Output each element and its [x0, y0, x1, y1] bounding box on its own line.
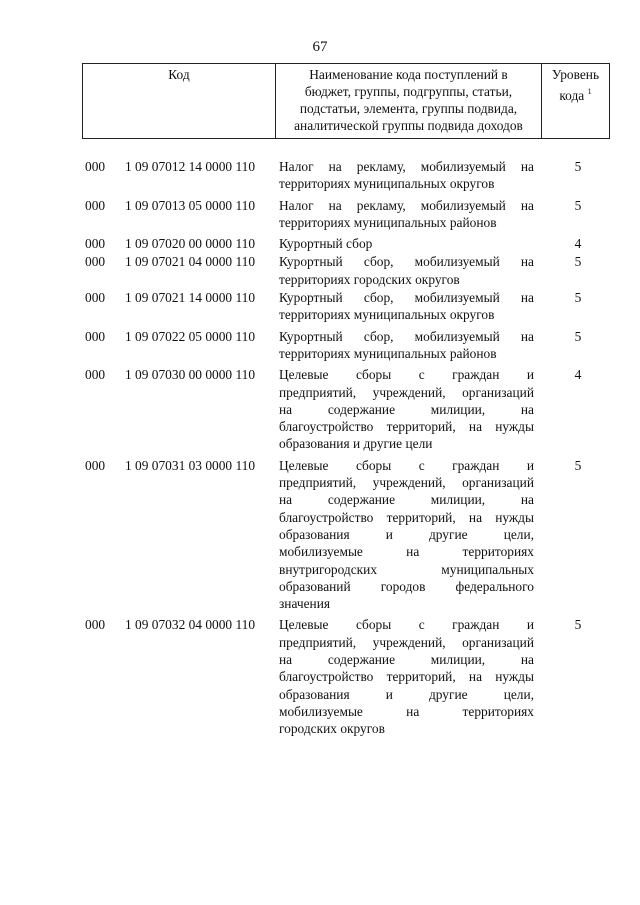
row-name-line: территориях муниципальных округов [279, 307, 495, 323]
row-name-line: Целевые сборы с граждан и [279, 367, 534, 383]
row-name-line: образования и другие цели [279, 436, 433, 452]
row-name-line: территориях муниципальных округов [279, 176, 495, 192]
row-code: 1 09 07030 00 0000 110 [125, 367, 256, 383]
table-body [82, 158, 610, 742]
row-name [279, 616, 534, 737]
header-name-line: Наименование кода поступлений в [309, 67, 508, 82]
row-name [279, 158, 534, 193]
row-name-line: на содержание милиции, на [279, 652, 534, 668]
row-name-line: предприятий, учреждений, организаций [279, 384, 534, 400]
header-level [542, 64, 609, 138]
row-name-line: благоустройство территорий, на нужды [279, 419, 534, 435]
table-row [82, 253, 610, 288]
row-name-line: предприятий, учреждений, организаций [279, 475, 534, 491]
row-prefix: 000 [85, 159, 106, 174]
row-code: 1 09 07012 14 0000 110 [125, 159, 256, 174]
row-name-line: образований городов федерального [279, 578, 534, 594]
row-code: 1 09 07020 00 0000 110 [125, 236, 256, 252]
row-name-line: значения [279, 596, 331, 612]
row-level: 4 [574, 367, 582, 383]
row-name [279, 197, 534, 232]
row-name-line: Целевые сборы с граждан и [279, 617, 534, 633]
row-name [279, 289, 534, 324]
table-row [82, 457, 610, 613]
row-name [279, 235, 534, 252]
row-name-line: мобилизуемые на территориях [279, 544, 534, 560]
row-name-line: Налог на рекламу, мобилизуемый на [279, 159, 534, 174]
row-name-line: Курортный сбор [279, 236, 373, 252]
row-prefix: 000 [85, 457, 106, 473]
row-name-line: Курортный сбор, мобилизуемый на [279, 254, 534, 270]
header-name-line: подстатьи, элемента, группы подвида, [299, 101, 518, 116]
page-number: 67 [312, 39, 328, 55]
row-name-line: на содержание милиции, на [279, 401, 534, 417]
row-name-line: Курортный сбор, мобилизуемый на [279, 328, 534, 344]
row-name-line: территориях городских округов [279, 271, 460, 287]
table-row [82, 197, 610, 232]
row-level: 5 [574, 328, 582, 344]
row-level: 5 [574, 197, 582, 213]
row-code: 1 09 07022 05 0000 110 [125, 328, 256, 344]
row-level: 5 [574, 254, 582, 270]
header-name-line: аналитической группы подвида доходов [294, 118, 523, 133]
footnote-marker: 1 [587, 87, 592, 96]
table-row [82, 366, 610, 452]
row-name-line: благоустройство территорий, на нужды [279, 669, 534, 685]
row-level: 5 [574, 290, 582, 306]
row-name-line: на содержание милиции, на [279, 492, 534, 508]
header-level-line [542, 83, 609, 104]
row-code: 1 09 07032 04 0000 110 [125, 617, 256, 633]
table-row [82, 235, 610, 252]
row-name-line: благоустройство территорий, на нужды [279, 509, 534, 525]
table-row [82, 289, 610, 324]
row-prefix: 000 [85, 617, 106, 633]
row-prefix: 000 [85, 290, 106, 306]
row-level: 4 [574, 236, 582, 252]
row-name-line: внутригородских муниципальных [279, 561, 534, 577]
row-prefix: 000 [85, 328, 106, 344]
header-level-line: Уровень [551, 67, 600, 82]
row-name-line: городских округов [279, 721, 385, 737]
table-row [82, 328, 610, 363]
row-name-line: образования и другие цели, [279, 526, 534, 542]
row-name-line: Целевые сборы с граждан и [279, 457, 534, 473]
row-prefix: 000 [85, 254, 106, 270]
header-level-text: кода [559, 88, 585, 103]
row-level: 5 [574, 457, 582, 473]
row-name-line: мобилизуемые на территориях [279, 703, 534, 719]
row-prefix: 000 [85, 197, 106, 213]
row-name-line: территориях муниципальных районов [279, 214, 497, 230]
row-code: 1 09 07021 14 0000 110 [125, 290, 256, 306]
row-name-line: территориях муниципальных районов [279, 345, 497, 361]
row-name [279, 328, 534, 363]
row-name-line: Курортный сбор, мобилизуемый на [279, 290, 534, 306]
header-code: Код [83, 64, 276, 138]
row-name-line: предприятий, учреждений, организаций [279, 634, 534, 650]
row-prefix: 000 [85, 236, 106, 252]
row-name-line: образования и другие цели, [279, 686, 534, 702]
table-row [82, 616, 610, 737]
row-code: 1 09 07013 05 0000 110 [125, 197, 256, 213]
header-name [276, 64, 542, 138]
row-code: 1 09 07021 04 0000 110 [125, 254, 256, 270]
revenue-code-table [82, 63, 610, 139]
row-name-line: Налог на рекламу, мобилизуемый на [279, 197, 534, 213]
row-name [279, 457, 534, 613]
row-name [279, 366, 534, 452]
table-row [82, 158, 610, 193]
row-name [279, 253, 534, 288]
row-prefix: 000 [85, 367, 106, 383]
row-level: 5 [574, 617, 582, 633]
header-name-line: бюджет, группы, подгруппы, статьи, [304, 84, 513, 99]
row-code: 1 09 07031 03 0000 110 [125, 457, 256, 473]
row-level: 5 [574, 159, 582, 174]
table-header [82, 63, 610, 139]
